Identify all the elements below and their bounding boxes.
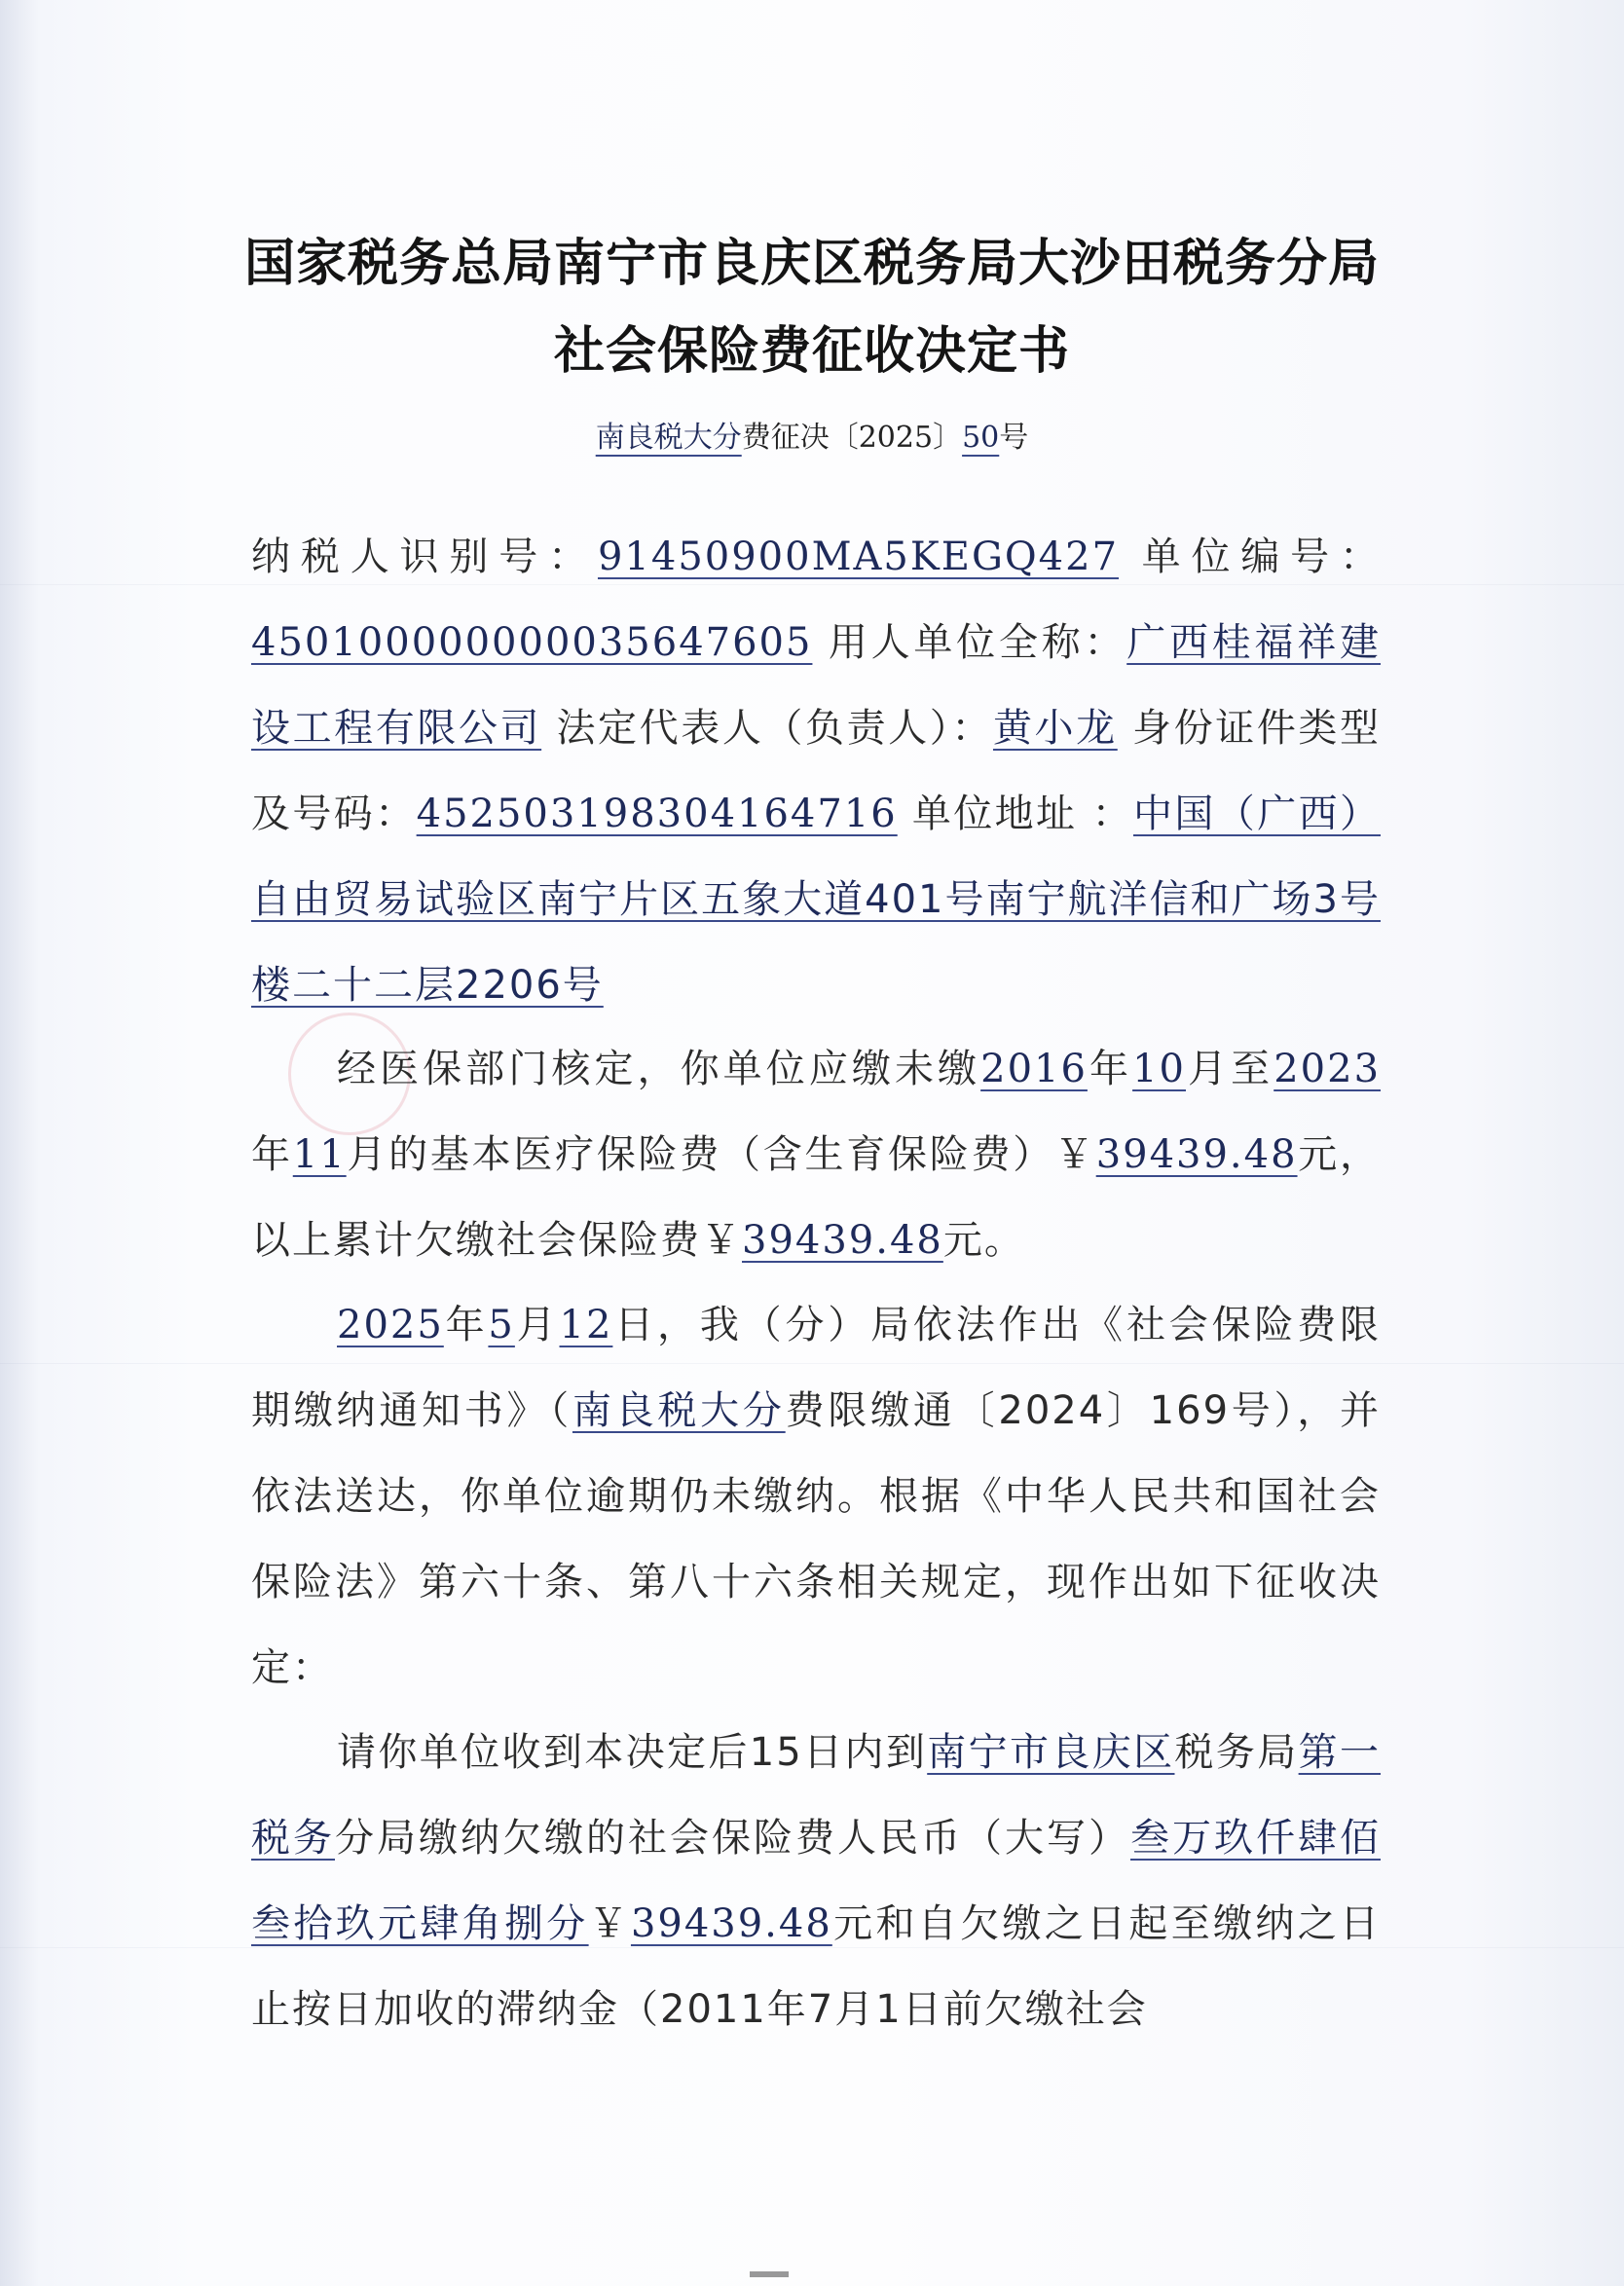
start-month: 10 xyxy=(1132,1047,1186,1091)
medical-insurance-amount: 39439.48 xyxy=(1095,1132,1298,1177)
notice-year: 2025 xyxy=(337,1303,444,1347)
id-number: 452503198304164716 xyxy=(416,792,898,836)
notice-day: 12 xyxy=(559,1303,613,1347)
text: 年 xyxy=(1087,1047,1133,1091)
text: 经医保部门核定，你单位应缴未缴 xyxy=(337,1047,981,1091)
payment-place-city: 南宁市良庆区 xyxy=(927,1730,1175,1775)
document-number xyxy=(0,413,1624,456)
doc-number-prefix: 南良税大分 xyxy=(595,421,742,455)
label-address: 单位地址 ： xyxy=(897,792,1133,836)
doc-number-suffix: 号 xyxy=(999,421,1029,455)
page-edge-mark xyxy=(750,2271,789,2277)
label-legal-representative: 法定代表人（负责人）： xyxy=(541,706,993,751)
start-year: 2016 xyxy=(980,1047,1088,1091)
taxpayer-id: 91450900MA5KEGQ427 xyxy=(597,535,1120,579)
legal-representative: 黄小龙 xyxy=(992,706,1118,751)
text: 月的基本医疗保险费（含生育保险费）￥ xyxy=(346,1132,1096,1177)
amount-in-figures: 39439.48 xyxy=(630,1901,832,1946)
text: 请你单位收到本决定后15日内到 xyxy=(337,1730,928,1775)
text: 元。 xyxy=(942,1218,1025,1263)
text: 日，我（分）局依法作出《社会保险费限期缴纳通知书》（ xyxy=(251,1303,1382,1433)
company-name: 广西桂福祥建设工程有限公司 xyxy=(251,620,1382,751)
label-company-name: 用人单位全称： xyxy=(812,620,1127,665)
text: 月至 xyxy=(1185,1047,1274,1091)
end-month: 11 xyxy=(292,1132,347,1177)
document-title-line1: 国家税务总局南宁市良庆区税务局大沙田税务分局 xyxy=(243,235,1380,293)
paragraph-notice xyxy=(251,1282,1381,1711)
text: 税务局 xyxy=(1174,1730,1299,1775)
notice-month: 5 xyxy=(488,1303,515,1347)
company-address: 中国（广西）自由贸易试验区南宁片区五象大道401号南宁航洋信和广场3号楼二十二层2206号 xyxy=(251,792,1382,1008)
notice-org: 南良税大分 xyxy=(572,1388,786,1433)
label-id-number: 身份证件类型及号码： xyxy=(251,706,1382,836)
doc-number-middle: 费征决〔2025〕 xyxy=(741,421,963,455)
document-title-line2: 社会保险费征收决定书 xyxy=(553,322,1070,381)
text: 费限缴通〔2024〕169号），并依法送达，你单位逾期仍未缴纳。根据《中华人民共和国社会保险法》第六十条、第八十六条相关规定，现作出如下征收决定： xyxy=(251,1388,1381,1690)
text: 年 xyxy=(251,1132,293,1177)
text: ￥ xyxy=(588,1901,631,1946)
label-unit-number: 单位编号： xyxy=(1119,535,1382,579)
paragraph-decision xyxy=(251,1710,1381,2052)
amount-in-words: 叁万玖仟肆佰叁拾玖元肆角捌分 xyxy=(251,1816,1381,1946)
text: 分局缴纳欠缴的社会保险费人民币（大写） xyxy=(335,1816,1130,1861)
payment-place-branch: 第一税务 xyxy=(251,1730,1382,1861)
total-arrears-amount: 39439.48 xyxy=(742,1218,943,1263)
text: 元，以上累计欠缴社会保险费￥ xyxy=(251,1132,1382,1263)
unit-number: 450100000000035647605 xyxy=(251,620,813,665)
paragraph-taxpayer-info xyxy=(251,514,1381,1028)
end-year: 2023 xyxy=(1273,1047,1382,1091)
paragraph-arrears xyxy=(251,1026,1381,1283)
text: 月 xyxy=(514,1303,560,1347)
label-taxpayer-id: 纳税人识别号： xyxy=(251,535,598,579)
text: 元和自欠缴之日起至缴纳之日止按日加收的滞纳金（2011年7月1日前欠缴社会 xyxy=(251,1901,1382,2032)
doc-number-value: 50 xyxy=(962,421,1000,455)
text: 年 xyxy=(443,1303,489,1347)
